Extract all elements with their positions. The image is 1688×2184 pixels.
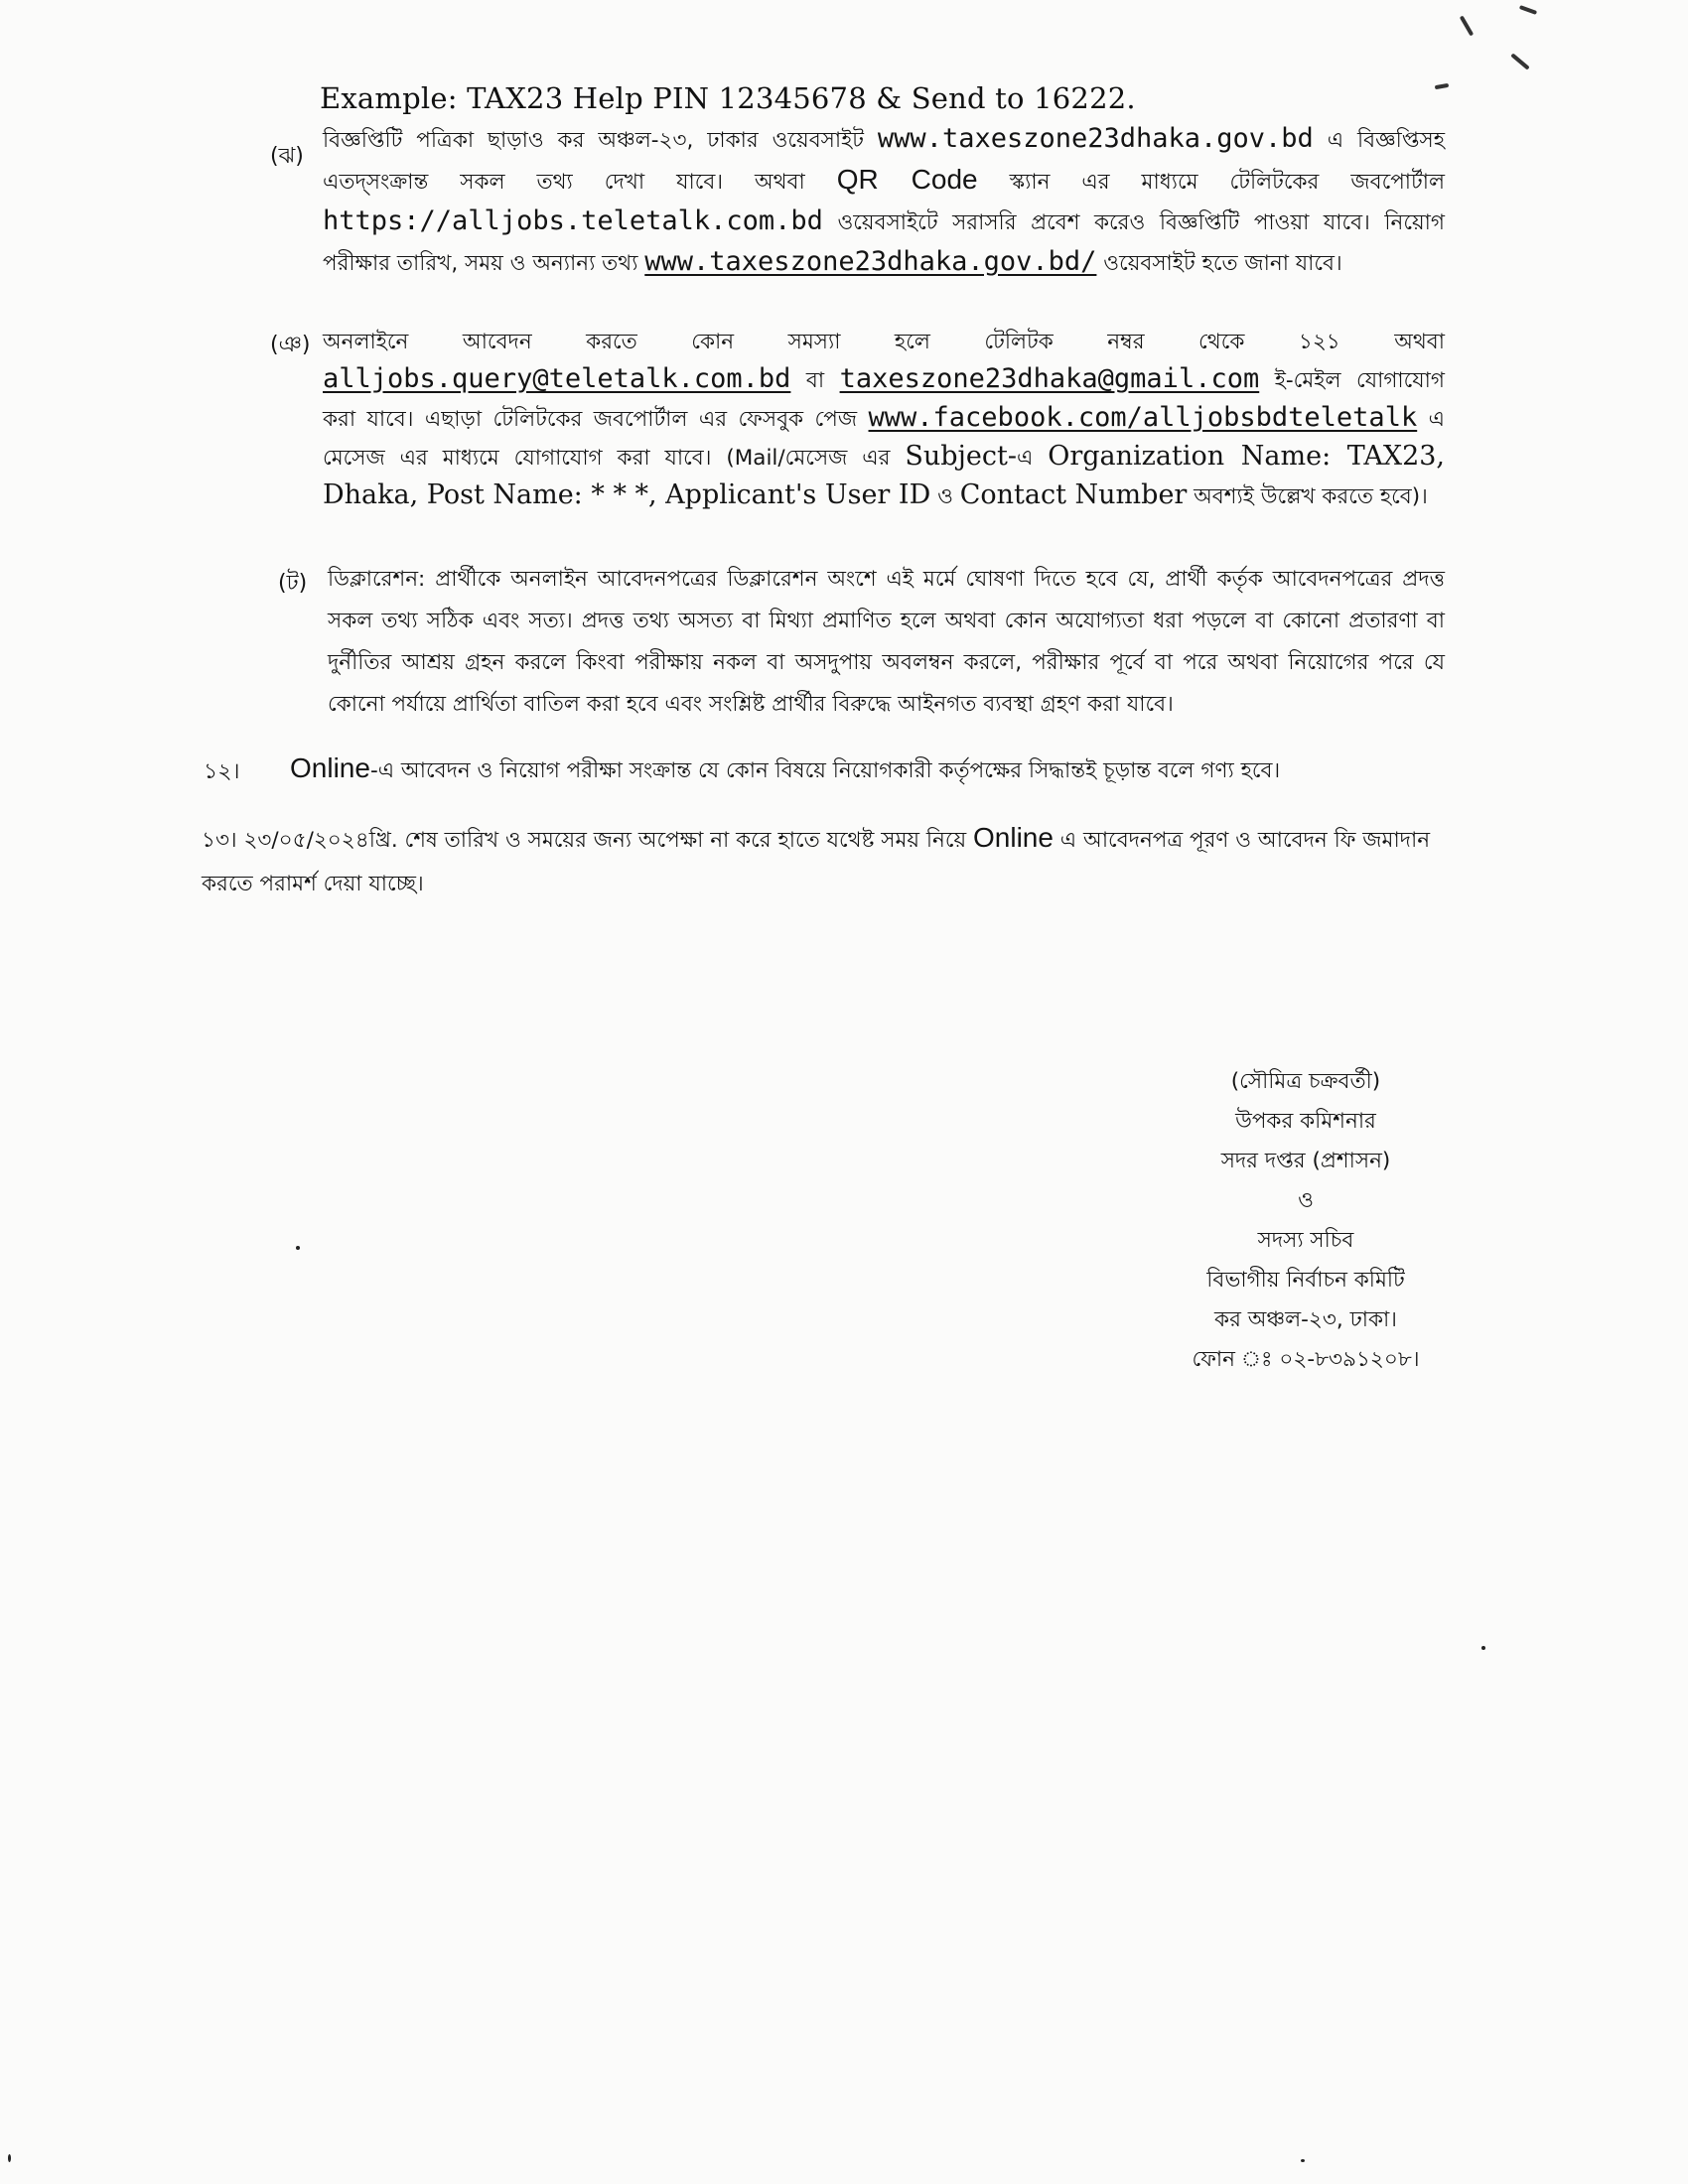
signatory-zone: কর অঞ্চল-২৩, ঢাকা। — [1214, 1307, 1397, 1332]
contact-number-text: Contact Number — [959, 479, 1188, 510]
item-nya-text-2: বা — [790, 368, 840, 393]
signature-block — [1142, 1062, 1470, 1380]
item-jha-text-3: স্ক্যান এর মাধ্যমে টেলিটকের জবপোর্টাল — [977, 170, 1446, 195]
organization-name-text: Organization Name: TAX23, Dhaka, Post Name: * * *, Applicant's User ID — [323, 441, 1446, 510]
item-nya-text-6: ও — [930, 484, 960, 509]
item-13-text-1: ১৩। ২৩/০৫/২০২৪খ্রি. শেষ তারিখ ও সময়ের জন্য অপেক্ষা না করে হাতে যথেষ্ট সময় নিয়ে — [202, 828, 974, 853]
item-13-text-2: এ আবেদনপত্র পূরণ ও আবেদন ফি জমাদান করতে পরামর্শ দেয়া যাচ্ছে। — [202, 828, 1431, 896]
scan-mark — [1435, 83, 1449, 89]
item-jha-text-2: এ বিজ্ঞপ্তিসহ এতদ্‌সংক্রান্ত সকল তথ্য দেখা যাবে। অথবা — [323, 128, 1445, 195]
signatory-office: সদর দপ্তর (প্রশাসন) — [1220, 1149, 1391, 1173]
website-link-1[interactable]: www.taxeszone23dhaka.gov.bd — [877, 123, 1314, 154]
teletalk-email-link[interactable]: alljobs.query@teletalk.com.bd — [323, 363, 791, 394]
scan-speck — [1481, 1646, 1485, 1650]
item-jha-text-1: বিজ্ঞপ্তিটি পত্রিকা ছাড়াও কর অঞ্চল-২৩, ঢাকার ওয়েবসাইট — [323, 128, 878, 153]
item-nya-marker: (ঞ) — [270, 333, 311, 357]
subject-text: Subject- — [905, 441, 1017, 472]
item-13-online-text: Online — [973, 822, 1054, 853]
item-jha-marker: (ঝ) — [270, 144, 304, 169]
signatory-name: (সৌমিত্র চক্রবর্তী) — [1230, 1069, 1381, 1094]
item-13-paragraph — [202, 816, 1448, 906]
item-jha-paragraph — [323, 119, 1445, 283]
signatory-designation: উপকর কমিশনার — [1235, 1109, 1376, 1134]
item-nya-text-3: ই-মেইল যোগাযোগ করা যাবে। এছাড়া টেলিটকের জবপোর্টাল এর ফেসবুক পেজ — [323, 368, 1446, 432]
scan-mark — [1519, 5, 1537, 15]
scan-mark — [1460, 15, 1474, 36]
website-link-2[interactable]: www.taxeszone23dhaka.gov.bd/ — [644, 246, 1097, 277]
item-12-number: ১২। — [204, 759, 240, 784]
item-nya-text-4: এ মেসেজ এর মাধ্যমে যোগাযোগ করা যাবে। (Mail/মেসেজ এর — [323, 407, 1445, 471]
signatory-and: ও — [1298, 1188, 1314, 1213]
facebook-page-link[interactable]: www.facebook.com/alljobsbdteletalk — [868, 402, 1418, 433]
teletalk-portal-link[interactable]: https://alljobs.teletalk.com.bd — [323, 205, 823, 236]
signatory-phone: ফোন ঃ ০২-৮৩৯১২০৮। — [1192, 1347, 1420, 1372]
item-nya-text-7: অবশ্যই উল্লেখ করতে হবে)। — [1187, 484, 1428, 509]
item-jha-text-5: ওয়েবসাইট হতে জানা যাবে। — [1096, 251, 1342, 276]
scan-speck — [296, 1246, 300, 1250]
signatory-role: সদস্য সচিব — [1257, 1228, 1354, 1253]
item-12-paragraph — [290, 747, 1447, 793]
scan-mark — [1510, 53, 1529, 69]
item-12-text: -এ আবেদন ও নিয়োগ পরীক্ষা সংক্রান্ত যে কোন বিষয়ে নিয়োগকারী কর্তৃপক্ষের সিদ্ধান্তই চূড়ান্ত বলে গণ্য হবে। — [369, 758, 1281, 783]
item-nya-text-1: অনলাইনে আবেদন করতে কোন সমস্যা হলে টেলিটক নম্বর থেকে ১২১ অথবা — [323, 330, 1445, 354]
item-ta-paragraph: ডিক্লারেশন: প্রার্থীকে অনলাইন আবেদনপত্রের ডিক্লারেশন অংশে এই মর্মে ঘোষণা দিতে হবে যে, প্রার্থী কর্তৃক আবেদনপত্রের প্রদত্ত সকল তথ্য সঠিক এবং সত্য। প্রদত্ত তথ্য অসত্য বা মিথ্যা প্রমাণিত হলে অথবা কোন অযোগ্যতা ধরা পড়লে বা কোনো প্রতারণা বা দুর্নীতির আশ্রয় গ্রহন করলে কিংবা পরীক্ষায় নকল বা অসদুপায় অবলম্বন করলে, পরীক্ষার পূর্বে বা পরে অথবা নিয়োগের পরে যে কোনো পর্যায়ে প্রার্থিতা বাতিল করা হবে এবং সংশ্লিষ্ট প্রার্থীর বিরুদ্ধে আইনগত ব্যবস্থা গ্রহণ করা যাবে। — [328, 567, 1445, 717]
scan-speck — [1301, 2159, 1305, 2162]
item-nya-text-5: এ — [1016, 446, 1049, 471]
item-nya-paragraph — [323, 324, 1445, 515]
item-jha-text-4: ওয়েবসাইটে সরাসরি প্রবেশ করেও বিজ্ঞপ্তিটি পাওয়া যাবে। নিয়োগ পরীক্ষার তারিখ, সময় ও অন্যান্য তথ্য — [323, 210, 1445, 276]
scan-speck — [8, 2154, 11, 2162]
taxzone-email-link[interactable]: taxeszone23dhaka@gmail.com — [839, 363, 1260, 394]
signatory-committee: বিভাগীয় নির্বাচন কমিটি — [1206, 1268, 1405, 1293]
sms-example-line: Example: TAX23 Help PIN 12345678 & Send to 16222. — [320, 81, 1136, 115]
item-ta-marker: (ট) — [278, 571, 308, 596]
item-12-online-text: Online — [290, 752, 370, 783]
qr-code-text: QR Code — [836, 164, 978, 195]
